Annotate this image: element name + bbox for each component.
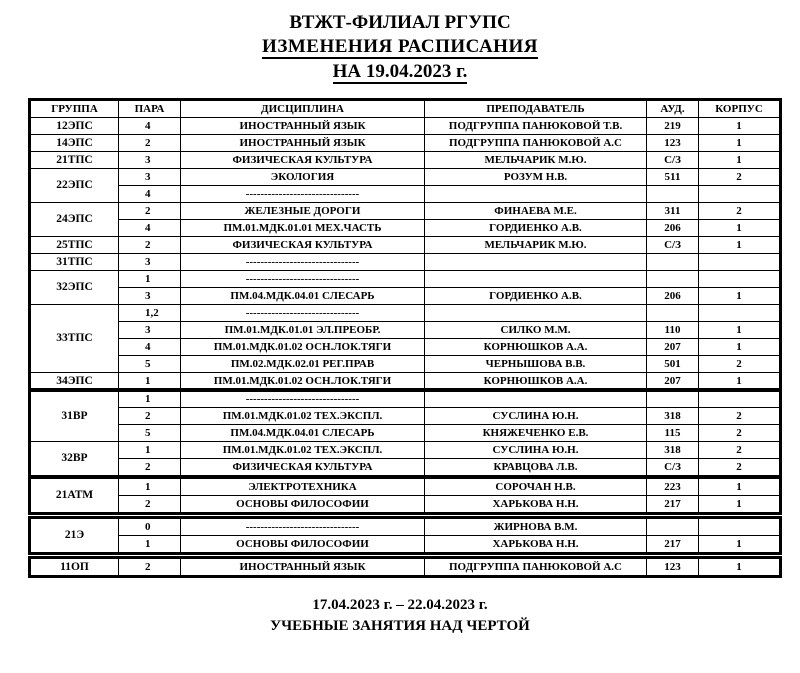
period-cell: 3 bbox=[119, 322, 181, 339]
room-cell: 206 bbox=[647, 288, 699, 305]
room-cell bbox=[647, 186, 699, 203]
room-cell: 217 bbox=[647, 496, 699, 513]
subject-cell: ------------------------------- bbox=[181, 254, 425, 271]
building-cell: 1 bbox=[699, 479, 780, 496]
teacher-cell: ПОДГРУППА ПАНЮКОВОЙ А.С bbox=[425, 559, 647, 576]
building-cell: 1 bbox=[699, 536, 780, 553]
subject-cell: ------------------------------- bbox=[181, 519, 425, 536]
group-cell: 21Э bbox=[31, 519, 119, 553]
teacher-cell: СИЛКО М.М. bbox=[425, 322, 647, 339]
group-cell: 31ВР bbox=[31, 391, 119, 442]
group-cell: 22ЭПС bbox=[31, 169, 119, 203]
building-cell: 1 bbox=[699, 220, 780, 237]
teacher-cell: СУСЛИНА Ю.Н. bbox=[425, 442, 647, 459]
teacher-cell: ХАРЬКОВА Н.Н. bbox=[425, 536, 647, 553]
period-cell: 4 bbox=[119, 339, 181, 356]
building-cell: 2 bbox=[699, 459, 780, 476]
period-cell: 2 bbox=[119, 496, 181, 513]
building-cell: 1 bbox=[699, 339, 780, 356]
subject-cell: ПМ.01.МДК.01.01 МЕХ.ЧАСТЬ bbox=[181, 220, 425, 237]
room-cell: 206 bbox=[647, 220, 699, 237]
subject-cell: ЖЕЛЕЗНЫЕ ДОРОГИ bbox=[181, 203, 425, 220]
table-row bbox=[31, 519, 780, 536]
teacher-cell: РОЗУМ Н.В. bbox=[425, 169, 647, 186]
table-row bbox=[31, 254, 780, 271]
building-cell: 1 bbox=[699, 135, 780, 152]
table-row bbox=[31, 305, 780, 322]
column-header-subject: ДИСЦИПЛИНА bbox=[181, 101, 425, 118]
teacher-cell bbox=[425, 305, 647, 322]
date-text: НА 19.04.2023 г. bbox=[332, 61, 468, 82]
room-cell: 318 bbox=[647, 442, 699, 459]
group-cell: 21АТМ bbox=[31, 479, 119, 513]
table-header-row bbox=[31, 101, 780, 118]
subject-cell: ПМ.02.МДК.02.01 РЕГ.ПРАВ bbox=[181, 356, 425, 373]
teacher-cell: ГОРДИЕНКО А.В. bbox=[425, 220, 647, 237]
subject-cell: ФИЗИЧЕСКАЯ КУЛЬТУРА bbox=[181, 152, 425, 169]
subject-cell: ------------------------------- bbox=[181, 305, 425, 322]
week-range: 17.04.2023 г. – 22.04.2023 г. bbox=[312, 597, 488, 613]
table-row bbox=[31, 559, 780, 576]
table-row bbox=[31, 237, 780, 254]
subject-cell: ПМ.04.МДК.04.01 СЛЕСАРЬ bbox=[181, 425, 425, 442]
period-cell: 1 bbox=[119, 271, 181, 288]
room-cell: 123 bbox=[647, 135, 699, 152]
period-cell: 5 bbox=[119, 425, 181, 442]
subject-cell: ФИЗИЧЕСКАЯ КУЛЬТУРА bbox=[181, 237, 425, 254]
group-cell: 14ЭПС bbox=[31, 135, 119, 152]
room-cell: 217 bbox=[647, 536, 699, 553]
column-header-teacher: ПРЕПОДАВАТЕЛЬ bbox=[425, 101, 647, 118]
teacher-cell: КРАВЦОВА Л.В. bbox=[425, 459, 647, 476]
teacher-cell: ХАРЬКОВА Н.Н. bbox=[425, 496, 647, 513]
building-cell: 2 bbox=[699, 203, 780, 220]
room-cell: 207 bbox=[647, 373, 699, 390]
period-cell: 4 bbox=[119, 118, 181, 135]
teacher-cell: ЖИРНОВА В.М. bbox=[425, 519, 647, 536]
building-cell: 1 bbox=[699, 152, 780, 169]
table-row bbox=[31, 391, 780, 408]
table-row bbox=[31, 169, 780, 186]
subject-cell: ИНОСТРАННЫЙ ЯЗЫК bbox=[181, 118, 425, 135]
table-row bbox=[31, 322, 780, 339]
building-cell: 1 bbox=[699, 559, 780, 576]
subject-cell: ОСНОВЫ ФИЛОСОФИИ bbox=[181, 496, 425, 513]
building-cell bbox=[699, 271, 780, 288]
subject-cell: ИНОСТРАННЫЙ ЯЗЫК bbox=[181, 559, 425, 576]
period-cell: 1 bbox=[119, 479, 181, 496]
table-row bbox=[31, 186, 780, 203]
column-header-room: АУД. bbox=[647, 101, 699, 118]
building-cell: 2 bbox=[699, 169, 780, 186]
teacher-cell: ПОДГРУППА ПАНЮКОВОЙ А.С bbox=[425, 135, 647, 152]
period-cell: 2 bbox=[119, 559, 181, 576]
table-row bbox=[31, 408, 780, 425]
teacher-cell: СОРОЧАН Н.В. bbox=[425, 479, 647, 496]
teacher-cell: ЧЕРНЫШОВА В.В. bbox=[425, 356, 647, 373]
room-cell: 223 bbox=[647, 479, 699, 496]
period-cell: 3 bbox=[119, 152, 181, 169]
group-cell: 12ЭПС bbox=[31, 118, 119, 135]
room-cell: 123 bbox=[647, 559, 699, 576]
group-cell: 34ЭПС bbox=[31, 373, 119, 390]
schedule-table-section-3 bbox=[28, 476, 782, 515]
schedule-date bbox=[0, 61, 800, 83]
table-row bbox=[31, 152, 780, 169]
room-cell bbox=[647, 391, 699, 408]
period-cell: 4 bbox=[119, 220, 181, 237]
period-cell: 2 bbox=[119, 135, 181, 152]
building-cell bbox=[699, 305, 780, 322]
table-row bbox=[31, 496, 780, 513]
building-cell: 1 bbox=[699, 496, 780, 513]
period-cell: 1,2 bbox=[119, 305, 181, 322]
table-row bbox=[31, 220, 780, 237]
group-cell: 33ТПС bbox=[31, 305, 119, 373]
building-cell: 1 bbox=[699, 373, 780, 390]
period-cell: 5 bbox=[119, 356, 181, 373]
teacher-cell: ФИНАЕВА М.Е. bbox=[425, 203, 647, 220]
building-cell: 2 bbox=[699, 356, 780, 373]
period-cell: 1 bbox=[119, 442, 181, 459]
room-cell bbox=[647, 271, 699, 288]
building-cell: 1 bbox=[699, 322, 780, 339]
room-cell: С/З bbox=[647, 459, 699, 476]
room-cell: 207 bbox=[647, 339, 699, 356]
teacher-cell bbox=[425, 271, 647, 288]
building-cell bbox=[699, 186, 780, 203]
period-cell: 1 bbox=[119, 536, 181, 553]
period-cell: 3 bbox=[119, 169, 181, 186]
table-row bbox=[31, 288, 780, 305]
period-cell: 1 bbox=[119, 391, 181, 408]
table-row bbox=[31, 135, 780, 152]
room-cell: 110 bbox=[647, 322, 699, 339]
subject-cell: ПМ.01.МДК.01.02 ТЕХ.ЭКСПЛ. bbox=[181, 442, 425, 459]
table-row bbox=[31, 425, 780, 442]
group-cell: 32ВР bbox=[31, 442, 119, 476]
room-cell: 311 bbox=[647, 203, 699, 220]
teacher-cell: ПОДГРУППА ПАНЮКОВОЙ Т.В. bbox=[425, 118, 647, 135]
period-cell: 1 bbox=[119, 373, 181, 390]
room-cell: 511 bbox=[647, 169, 699, 186]
subject-cell: ------------------------------- bbox=[181, 271, 425, 288]
room-cell: С/З bbox=[647, 237, 699, 254]
group-cell: 32ЭПС bbox=[31, 271, 119, 305]
table-row bbox=[31, 536, 780, 553]
teacher-cell bbox=[425, 391, 647, 408]
college-title: ВТЖТ-ФИЛИАЛ РГУПС bbox=[289, 12, 511, 33]
subject-cell: ПМ.01.МДК.01.01 ЭЛ.ПРЕОБР. bbox=[181, 322, 425, 339]
table-row bbox=[31, 203, 780, 220]
building-cell bbox=[699, 391, 780, 408]
group-cell: 24ЭПС bbox=[31, 203, 119, 237]
period-cell: 2 bbox=[119, 459, 181, 476]
table-row bbox=[31, 442, 780, 459]
room-cell: 115 bbox=[647, 425, 699, 442]
teacher-cell: КНЯЖЕЧЕНКО Е.В. bbox=[425, 425, 647, 442]
subject-cell: ОСНОВЫ ФИЛОСОФИИ bbox=[181, 536, 425, 553]
group-cell: 25ТПС bbox=[31, 237, 119, 254]
teacher-cell bbox=[425, 186, 647, 203]
note-above-line: УЧЕБНЫЕ ЗАНЯТИЯ НАД ЧЕРТОЙ bbox=[270, 618, 530, 634]
subject-cell: ПМ.04.МДК.04.01 СЛЕСАРЬ bbox=[181, 288, 425, 305]
heading-text: ИЗМЕНЕНИЯ РАСПИСАНИЯ bbox=[262, 36, 538, 57]
room-cell: 501 bbox=[647, 356, 699, 373]
group-cell: 21ТПС bbox=[31, 152, 119, 169]
teacher-cell bbox=[425, 254, 647, 271]
room-cell bbox=[647, 519, 699, 536]
document-heading bbox=[0, 36, 800, 58]
subject-cell: ЭКОЛОГИЯ bbox=[181, 169, 425, 186]
room-cell: 318 bbox=[647, 408, 699, 425]
subject-cell: ИНОСТРАННЫЙ ЯЗЫК bbox=[181, 135, 425, 152]
building-cell: 2 bbox=[699, 408, 780, 425]
teacher-cell: СУСЛИНА Ю.Н. bbox=[425, 408, 647, 425]
schedule-table-section-1 bbox=[28, 98, 782, 392]
table-row bbox=[31, 271, 780, 288]
column-header-group: ГРУППА bbox=[31, 101, 119, 118]
table-row bbox=[31, 356, 780, 373]
period-cell: 0 bbox=[119, 519, 181, 536]
period-cell: 3 bbox=[119, 288, 181, 305]
building-cell: 1 bbox=[699, 237, 780, 254]
period-cell: 2 bbox=[119, 237, 181, 254]
column-header-building: КОРПУС bbox=[699, 101, 780, 118]
column-header-period: ПАРА bbox=[119, 101, 181, 118]
subject-cell: ПМ.01.МДК.01.02 ОСН.ЛОК.ТЯГИ bbox=[181, 373, 425, 390]
table-row bbox=[31, 373, 780, 390]
subject-cell: ------------------------------- bbox=[181, 186, 425, 203]
subject-cell: ПМ.01.МДК.01.02 ОСН.ЛОК.ТЯГИ bbox=[181, 339, 425, 356]
schedule-table-section-4 bbox=[28, 516, 782, 555]
table-row bbox=[31, 459, 780, 476]
subject-cell: ФИЗИЧЕСКАЯ КУЛЬТУРА bbox=[181, 459, 425, 476]
subject-cell: ЭЛЕКТРОТЕХНИКА bbox=[181, 479, 425, 496]
teacher-cell: МЕЛЬЧАРИК М.Ю. bbox=[425, 152, 647, 169]
period-cell: 3 bbox=[119, 254, 181, 271]
period-cell: 4 bbox=[119, 186, 181, 203]
building-cell: 1 bbox=[699, 288, 780, 305]
period-cell: 2 bbox=[119, 408, 181, 425]
building-cell bbox=[699, 519, 780, 536]
period-cell: 2 bbox=[119, 203, 181, 220]
teacher-cell: КОРНЮШКОВ А.А. bbox=[425, 339, 647, 356]
room-cell bbox=[647, 305, 699, 322]
schedule-table-section-2 bbox=[28, 388, 782, 478]
subject-cell: ПМ.01.МДК.01.02 ТЕХ.ЭКСПЛ. bbox=[181, 408, 425, 425]
schedule-table-section-5 bbox=[28, 556, 782, 578]
table-row bbox=[31, 118, 780, 135]
table-row bbox=[31, 339, 780, 356]
group-cell: 11ОП bbox=[31, 559, 119, 576]
building-cell: 1 bbox=[699, 118, 780, 135]
teacher-cell: КОРНЮШКОВ А.А. bbox=[425, 373, 647, 390]
room-cell bbox=[647, 254, 699, 271]
table-row bbox=[31, 479, 780, 496]
building-cell bbox=[699, 254, 780, 271]
teacher-cell: ГОРДИЕНКО А.В. bbox=[425, 288, 647, 305]
room-cell: С/З bbox=[647, 152, 699, 169]
subject-cell: ------------------------------- bbox=[181, 391, 425, 408]
room-cell: 219 bbox=[647, 118, 699, 135]
group-cell: 31ТПС bbox=[31, 254, 119, 271]
building-cell: 2 bbox=[699, 425, 780, 442]
building-cell: 2 bbox=[699, 442, 780, 459]
teacher-cell: МЕЛЬЧАРИК М.Ю. bbox=[425, 237, 647, 254]
